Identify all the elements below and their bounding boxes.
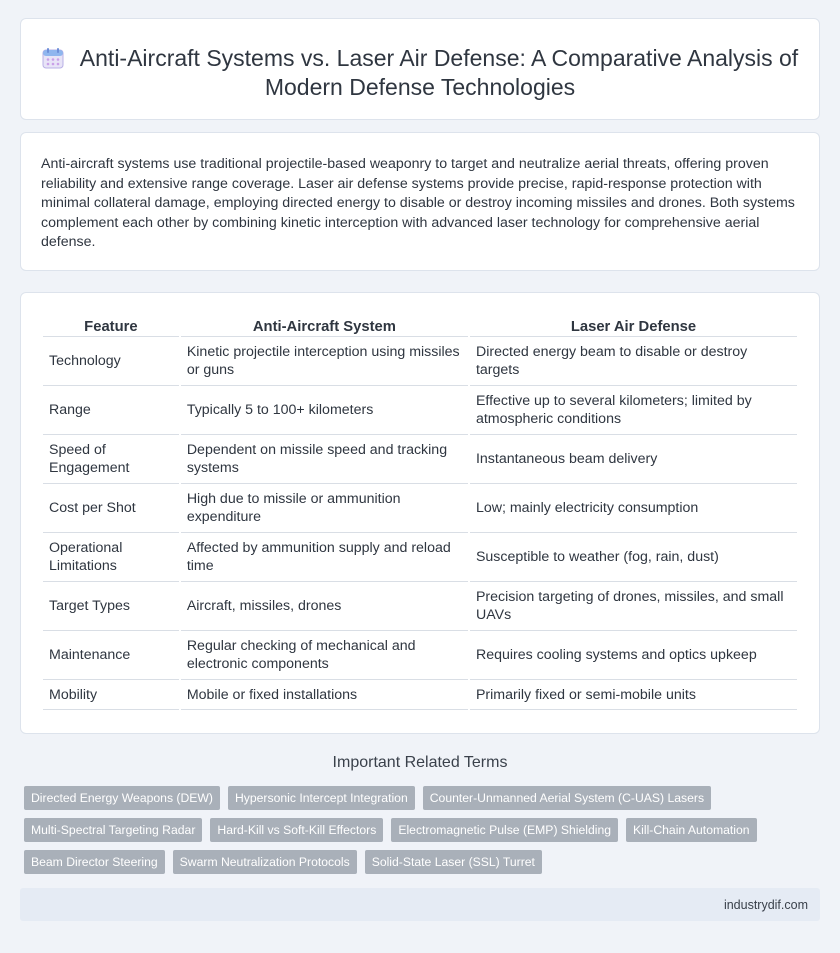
tag-row xyxy=(24,850,824,874)
comparison-card xyxy=(20,292,820,734)
tag-hard-soft-kill[interactable]: Hard-Kill vs Soft-Kill Effectors xyxy=(210,818,383,842)
cell-anti-aircraft: Regular checking of mechanical and electronic components xyxy=(181,631,468,680)
cell-laser: Effective up to several kilometers; limited by atmospheric conditions xyxy=(470,386,797,435)
footer xyxy=(20,888,820,921)
cell-feature: Speed of Engagement xyxy=(43,435,179,484)
cell-anti-aircraft: High due to missile or ammunition expenditure xyxy=(181,484,468,533)
table-row xyxy=(43,386,797,435)
header-anti-aircraft: Anti-Aircraft System xyxy=(181,317,468,337)
header-laser: Laser Air Defense xyxy=(470,317,797,337)
cell-anti-aircraft: Aircraft, missiles, drones xyxy=(181,582,468,631)
page-title-wrap xyxy=(21,44,819,102)
intro-card xyxy=(20,132,820,271)
table-row xyxy=(43,435,797,484)
cell-feature: Mobility xyxy=(43,680,179,710)
tag-row xyxy=(24,818,824,842)
title-card xyxy=(20,18,820,120)
tag-ssl-turret[interactable]: Solid-State Laser (SSL) Turret xyxy=(365,850,542,874)
tag-multi-spectral-radar[interactable]: Multi-Spectral Targeting Radar xyxy=(24,818,202,842)
comparison-table xyxy=(41,317,799,710)
table-row xyxy=(43,484,797,533)
cell-laser: Instantaneous beam delivery xyxy=(470,435,797,484)
cell-feature: Cost per Shot xyxy=(43,484,179,533)
tag-dew[interactable]: Directed Energy Weapons (DEW) xyxy=(24,786,220,810)
tag-swarm-neutralization[interactable]: Swarm Neutralization Protocols xyxy=(173,850,357,874)
cell-anti-aircraft: Dependent on missile speed and tracking systems xyxy=(181,435,468,484)
cell-laser: Low; mainly electricity consumption xyxy=(470,484,797,533)
tag-row xyxy=(24,786,824,810)
tag-hypersonic-intercept[interactable]: Hypersonic Intercept Integration xyxy=(228,786,415,810)
cell-feature: Operational Limitations xyxy=(43,533,179,582)
cell-laser: Susceptible to weather (fog, rain, dust) xyxy=(470,533,797,582)
page-title: Anti-Aircraft Systems vs. Laser Air Defense: A Comparative Analysis of Modern Defense Technologies xyxy=(79,45,799,100)
cell-anti-aircraft: Mobile or fixed installations xyxy=(181,680,468,710)
cell-feature: Technology xyxy=(43,337,179,386)
intro-paragraph: Anti-aircraft systems use traditional projectile-based weaponry to target and neutralize aerial threats, offering proven reliability and extensive range coverage. Laser air defense systems provide precise, rapid-response protection with minimal collateral damage, employing directed energy to disable or destroy incoming missiles and drones. Both systems complement each other by combining kinetic interception with advanced laser technology for comprehensive aerial defense. xyxy=(41,156,795,251)
cell-anti-aircraft: Kinetic projectile interception using missiles or guns xyxy=(181,337,468,386)
cell-laser: Precision targeting of drones, missiles, and small UAVs xyxy=(470,582,797,631)
cell-anti-aircraft: Typically 5 to 100+ kilometers xyxy=(181,386,468,435)
table-row xyxy=(43,582,797,631)
cell-laser: Directed energy beam to disable or destroy targets xyxy=(470,337,797,386)
tag-beam-director[interactable]: Beam Director Steering xyxy=(24,850,165,874)
table-row xyxy=(43,533,797,582)
calendar-icon xyxy=(42,47,64,69)
table-row xyxy=(43,680,797,710)
header-feature: Feature xyxy=(43,317,179,337)
table-row xyxy=(43,631,797,680)
cell-feature: Range xyxy=(43,386,179,435)
cell-laser: Primarily fixed or semi-mobile units xyxy=(470,680,797,710)
cell-feature: Target Types xyxy=(43,582,179,631)
related-terms-heading: Important Related Terms xyxy=(332,754,508,771)
tag-kill-chain[interactable]: Kill-Chain Automation xyxy=(626,818,757,842)
related-terms-list xyxy=(24,786,824,882)
tag-c-uas-lasers[interactable]: Counter-Unmanned Aerial System (C-UAS) Lasers xyxy=(423,786,711,810)
tag-emp-shielding[interactable]: Electromagnetic Pulse (EMP) Shielding xyxy=(391,818,618,842)
footer-site-link[interactable]: industrydif.com xyxy=(723,898,808,912)
cell-laser: Requires cooling systems and optics upkeep xyxy=(470,631,797,680)
cell-feature: Maintenance xyxy=(43,631,179,680)
cell-anti-aircraft: Affected by ammunition supply and reload time xyxy=(181,533,468,582)
table-row xyxy=(43,337,797,386)
table-header-row xyxy=(43,317,797,337)
